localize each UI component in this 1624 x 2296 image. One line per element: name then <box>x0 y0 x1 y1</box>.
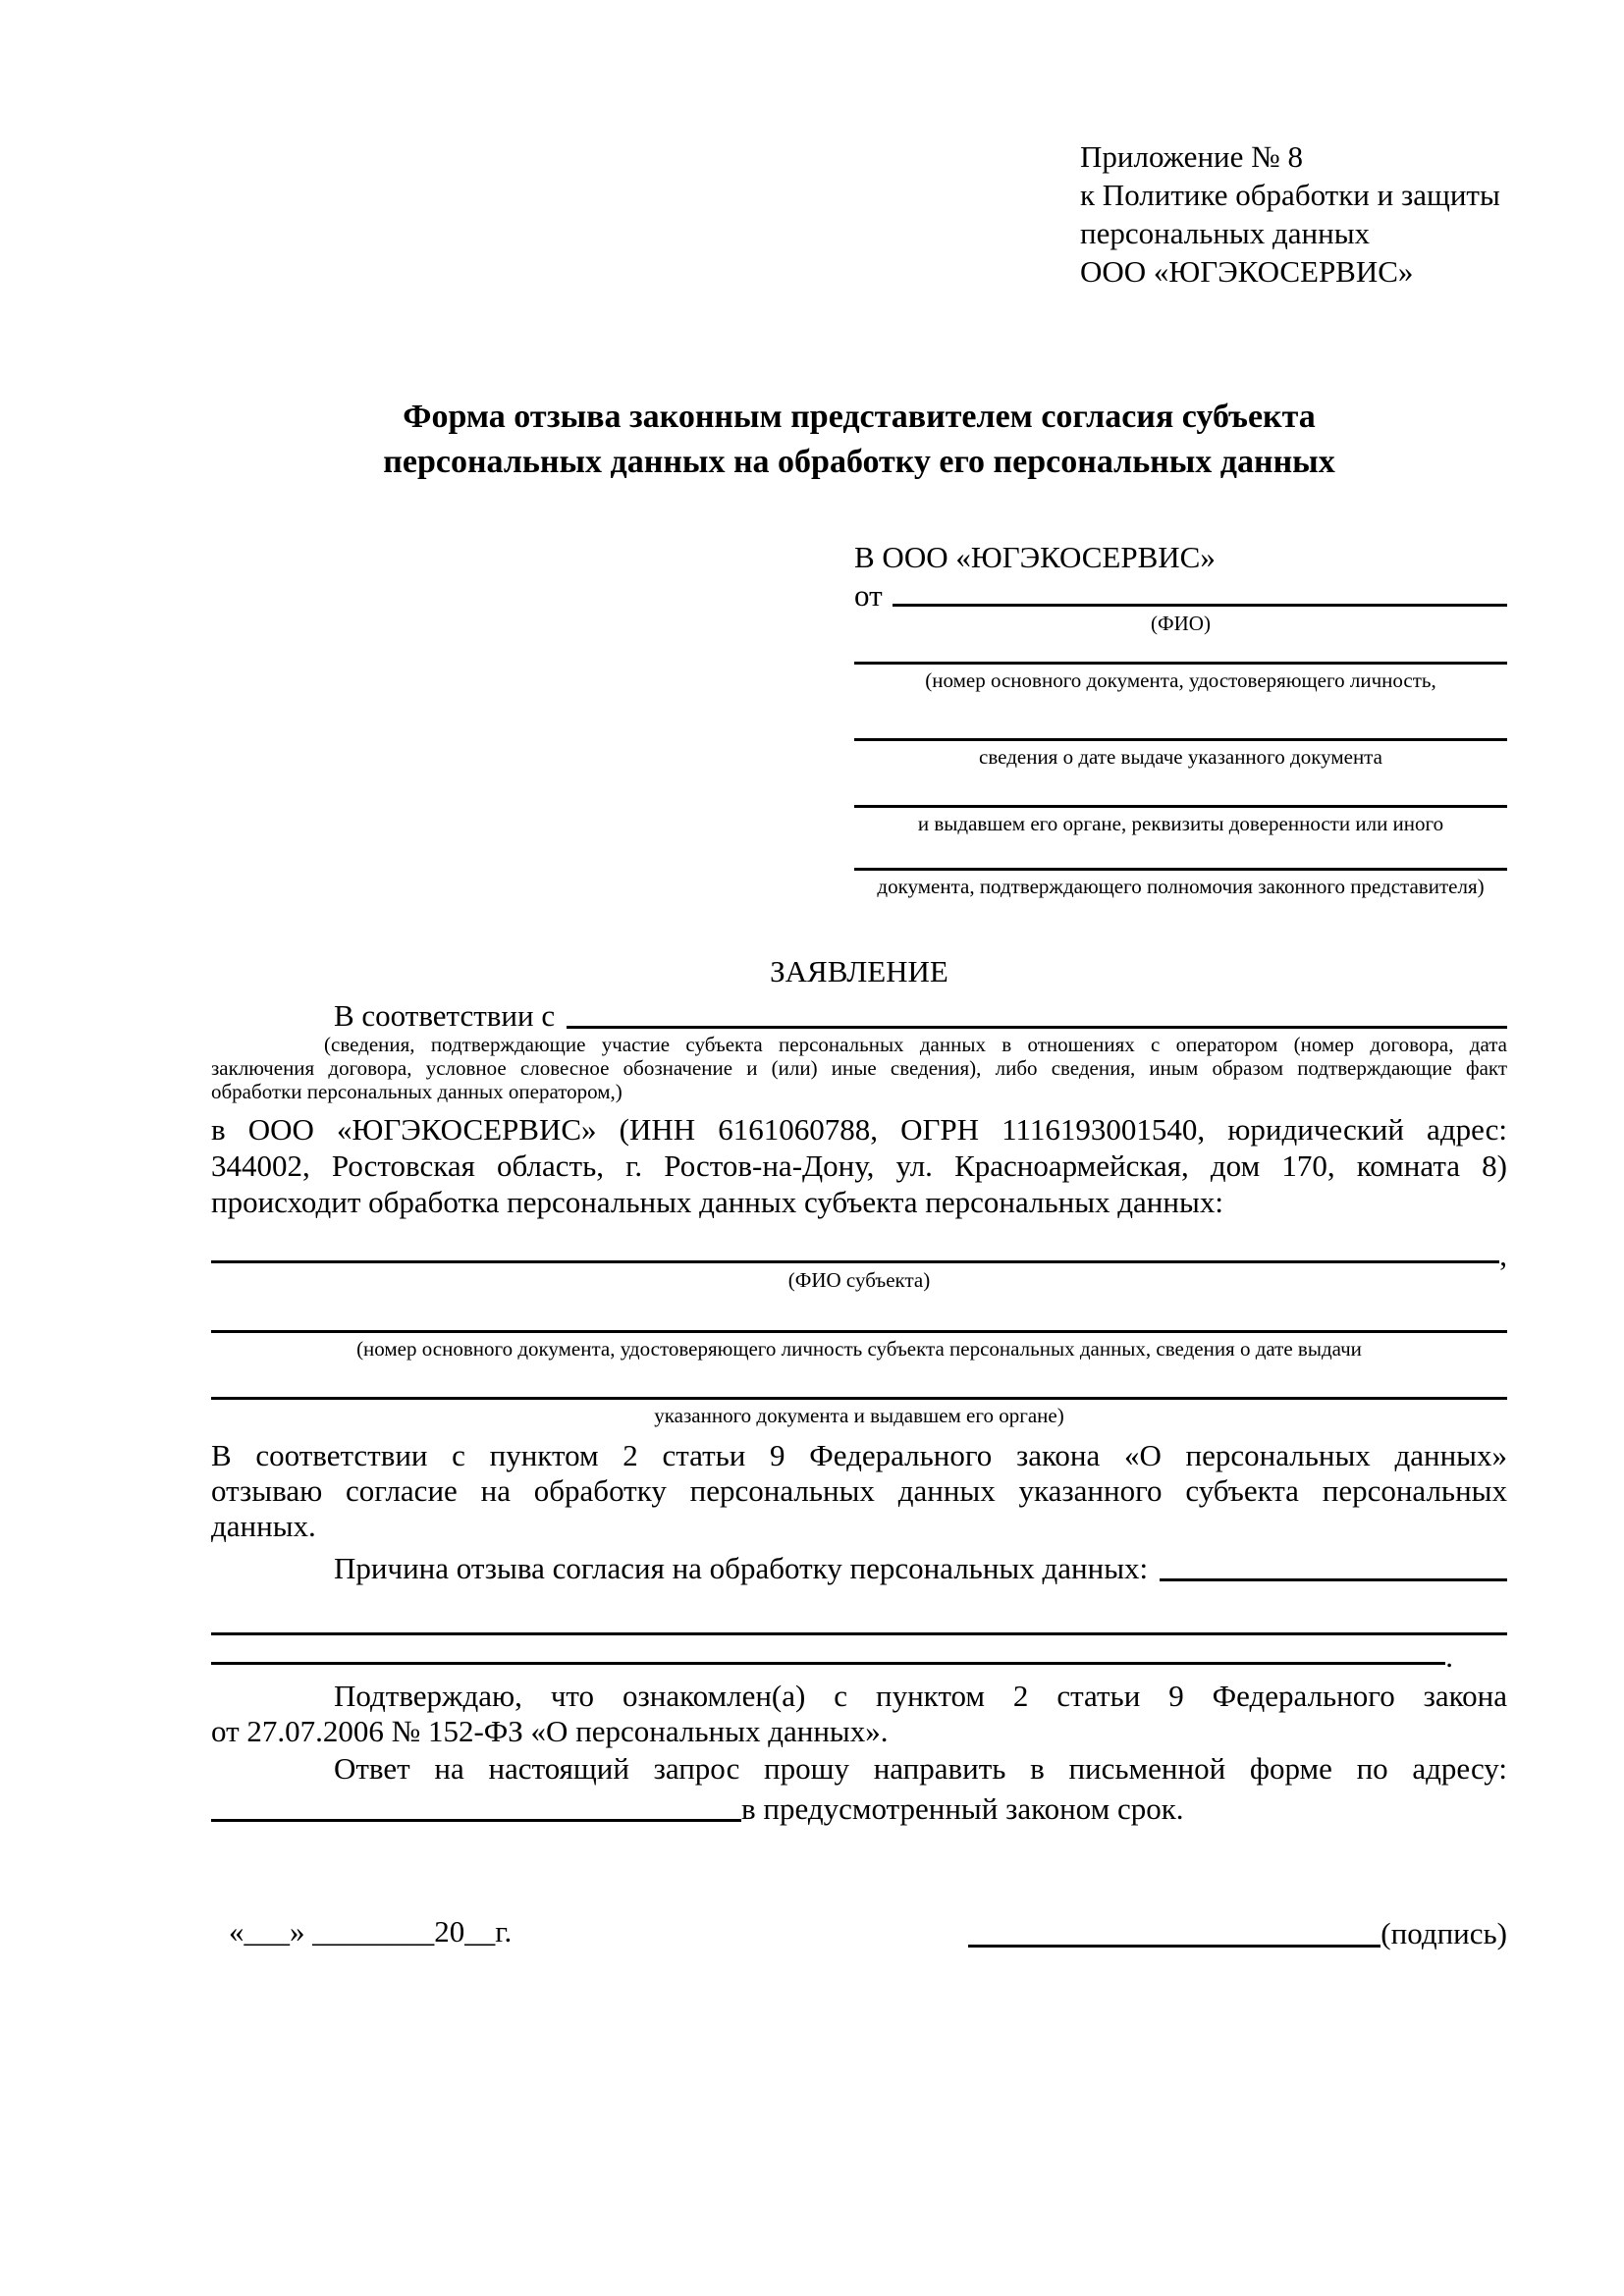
document-content <box>211 0 1507 1951</box>
intro-note-line-3: обработки персональных данных оператором,) <box>211 1080 623 1103</box>
intro-prefix: В соответствии с <box>334 998 556 1033</box>
response-address-row <box>211 1790 1507 1826</box>
confirm-paragraph <box>211 1679 1507 1749</box>
subject-doc-caption-2: указанного документа и выдавшем его органе) <box>654 1404 1064 1427</box>
doc-field-3 <box>854 805 1507 836</box>
doc-field-1 <box>854 662 1507 693</box>
intro-underline <box>567 1026 1507 1029</box>
reason-underline <box>1160 1578 1507 1581</box>
operator-line-2: 344002, Ростовская область, г. Ростов-на-Дону, ул. Красноармейская, дом 170, комната 8) <box>211 1148 1507 1183</box>
signature-block <box>968 1916 1507 1951</box>
intro-note-line-1: (сведения, подтверждающие участие субъекта персональных данных в отношениях с оператором (номер договора, дата <box>324 1033 1507 1056</box>
doc-underline-3 <box>854 805 1507 808</box>
addressee-block <box>854 538 1507 899</box>
reason-row <box>211 1546 1507 1585</box>
blank-period: . <box>1445 1639 1453 1674</box>
subject-fio-row <box>211 1238 1507 1272</box>
withdrawal-line-3: данных. <box>211 1509 316 1543</box>
withdrawal-line-2: отзываю согласие на обработку персональных данных указанного субъекта персональных <box>211 1473 1507 1508</box>
withdrawal-paragraph <box>211 1438 1507 1544</box>
response-paragraph: Ответ на настоящий запрос прошу направить в письменной форме по адресу: <box>334 1751 1507 1786</box>
document-title <box>211 395 1507 485</box>
signature-caption: (подпись) <box>1380 1916 1507 1950</box>
organization-line: В ООО «ЮГЭКОСЕРВИС» <box>854 540 1216 574</box>
subject-doc-field-2 <box>211 1397 1507 1428</box>
response-suffix: в предусмотренный законом срок. <box>741 1791 1184 1826</box>
confirm-line-2: от 27.07.2006 № 152-ФЗ «О персональных данных». <box>211 1714 889 1748</box>
doc-underline-1 <box>854 662 1507 665</box>
annex-line-1: Приложение № 8 <box>1080 139 1303 174</box>
response-address-underline <box>211 1819 741 1822</box>
title-line-1: Форма отзыва законным представителем согласия субъекта <box>403 399 1316 435</box>
date-line: «___» ________20__г. <box>229 1914 513 1949</box>
operator-paragraph <box>211 1111 1507 1220</box>
subject-fio-underline <box>211 1260 1499 1263</box>
operator-line-3: происходит обработка персональных данных субъекта персональных данных: <box>211 1185 1223 1219</box>
from-label: от <box>854 578 883 613</box>
title-line-2: персональных данных на обработку его персональных данных <box>383 444 1335 480</box>
annex-line-2: к Политике обработки и защиты <box>1080 178 1500 212</box>
doc-field-4 <box>854 868 1507 899</box>
doc-caption-3: и выдавшем его органе, реквизиты доверенности или иного <box>917 812 1444 835</box>
annex-line-3: персональных данных <box>1080 216 1371 250</box>
operator-line-1: в ООО «ЮГЭКОСЕРВИС» (ИНН 6161060788, ОГРН 1116193001540, юридический адрес: <box>211 1112 1507 1147</box>
annex-block <box>1080 137 1507 291</box>
footer-row <box>211 1912 1507 1951</box>
doc-underline-2 <box>854 738 1507 741</box>
blank-row-2 <box>211 1639 1453 1674</box>
intro-note-line-2: заключения договора, условное словесное обозначение и (или) иные сведения), либо сведения, иным образом подтверждающие факт <box>211 1056 1507 1080</box>
signature-underline <box>968 1945 1380 1948</box>
reason-label: Причина отзыва согласия на обработку персональных данных: <box>334 1551 1149 1585</box>
subject-doc-underline-1 <box>211 1330 1507 1333</box>
blank-underline-1 <box>211 1632 1507 1635</box>
fio-caption: (ФИО) <box>1151 612 1211 635</box>
from-row <box>854 577 1507 611</box>
fio-underline <box>893 604 1507 607</box>
blank-underline-2 <box>211 1662 1445 1665</box>
confirm-line-1: Подтверждаю, что ознакомлен(а) с пунктом 2 статьи 9 Федерального закона <box>334 1679 1507 1713</box>
doc-caption-1: (номер основного документа, удостоверяющего личность, <box>925 668 1436 692</box>
withdrawal-line-1: В соответствии с пунктом 2 статьи 9 Федерального закона «О персональных данных» <box>211 1438 1507 1472</box>
subject-doc-caption-1: (номер основного документа, удостоверяющего личность субъекта персональных данных, сведения о дате выдачи <box>356 1337 1362 1361</box>
annex-line-4: ООО «ЮГЭКОСЕРВИС» <box>1080 254 1414 289</box>
subject-fio-comma: , <box>1499 1238 1507 1272</box>
statement-heading: ЗАЯВЛЕНИЕ <box>770 954 948 988</box>
doc-caption-4: документа, подтверждающего полномочия законного представителя) <box>877 875 1485 898</box>
doc-field-2 <box>854 738 1507 770</box>
subject-doc-underline-2 <box>211 1397 1507 1400</box>
subject-doc-field-1 <box>211 1330 1507 1362</box>
intro-note <box>211 1033 1507 1103</box>
doc-underline-4 <box>854 868 1507 871</box>
doc-caption-2: сведения о дате выдаче указанного документа <box>979 745 1382 769</box>
intro-row <box>211 993 1507 1033</box>
subject-fio-caption: (ФИО субъекта) <box>787 1268 931 1292</box>
